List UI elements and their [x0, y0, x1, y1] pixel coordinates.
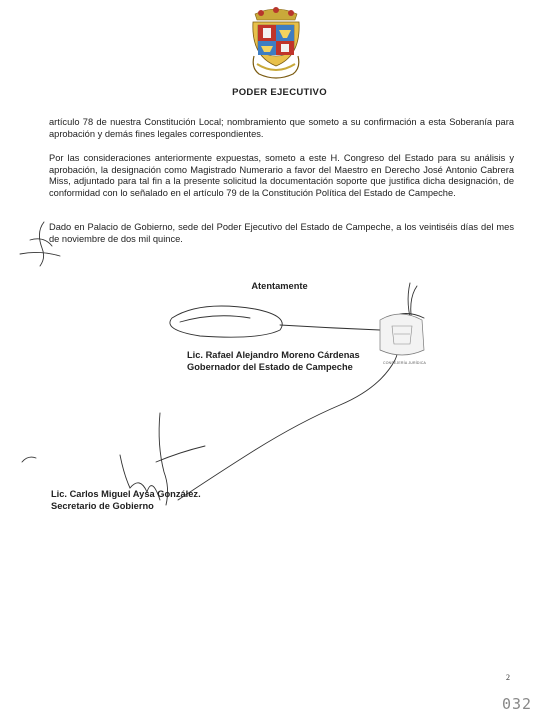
folio-number: 032 [502, 695, 533, 713]
signatory-name: Lic. Rafael Alejandro Moreno Cárdenas [187, 350, 360, 360]
signatory-name: Lic. Carlos Miguel Aysa González. [51, 489, 201, 499]
secretary-signature-block [51, 488, 201, 512]
header-title: PODER EJECUTIVO [232, 87, 327, 98]
stamp-label: CONSEJERÍA JURÍDICA [383, 361, 427, 365]
signatory-title: Secretario de Gobierno [51, 501, 154, 511]
governor-signature [170, 306, 398, 500]
governor-signature-block [187, 349, 360, 373]
margin-mark [22, 457, 36, 462]
closing-text: Atentamente [251, 281, 308, 291]
body-paragraph: artículo 78 de nuestra Constitución Local; nombramiento que someto a su confirmación a esta Soberanía para aprobación y demás fines legales correspondientes. [49, 117, 514, 139]
margin-initial-signature [20, 222, 60, 266]
body-paragraph: Dado en Palacio de Gobierno, sede del Poder Ejecutivo del Estado de Campeche, a los veintiséis días del mes de noviembre de dos mil quince. [49, 222, 514, 244]
signatory-title: Gobernador del Estado de Campeche [187, 362, 353, 372]
page-number: 2 [506, 673, 510, 682]
body-paragraph: Por las consideraciones anteriormente expuestas, someto a este H. Congreso del Estado para su análisis y aprobación, la designación como Magistrado Numerario a favor del Maestro en Derecho José Antonio Cabrera Miss, adjuntado para tal fin a la presente solicitud la documentación soporte que justifica dicha designación, de conformidad con lo señalado en el artículo 79 de la Constitución Política del Estado de Campeche. [49, 153, 514, 198]
official-stamp-seal [380, 314, 424, 355]
